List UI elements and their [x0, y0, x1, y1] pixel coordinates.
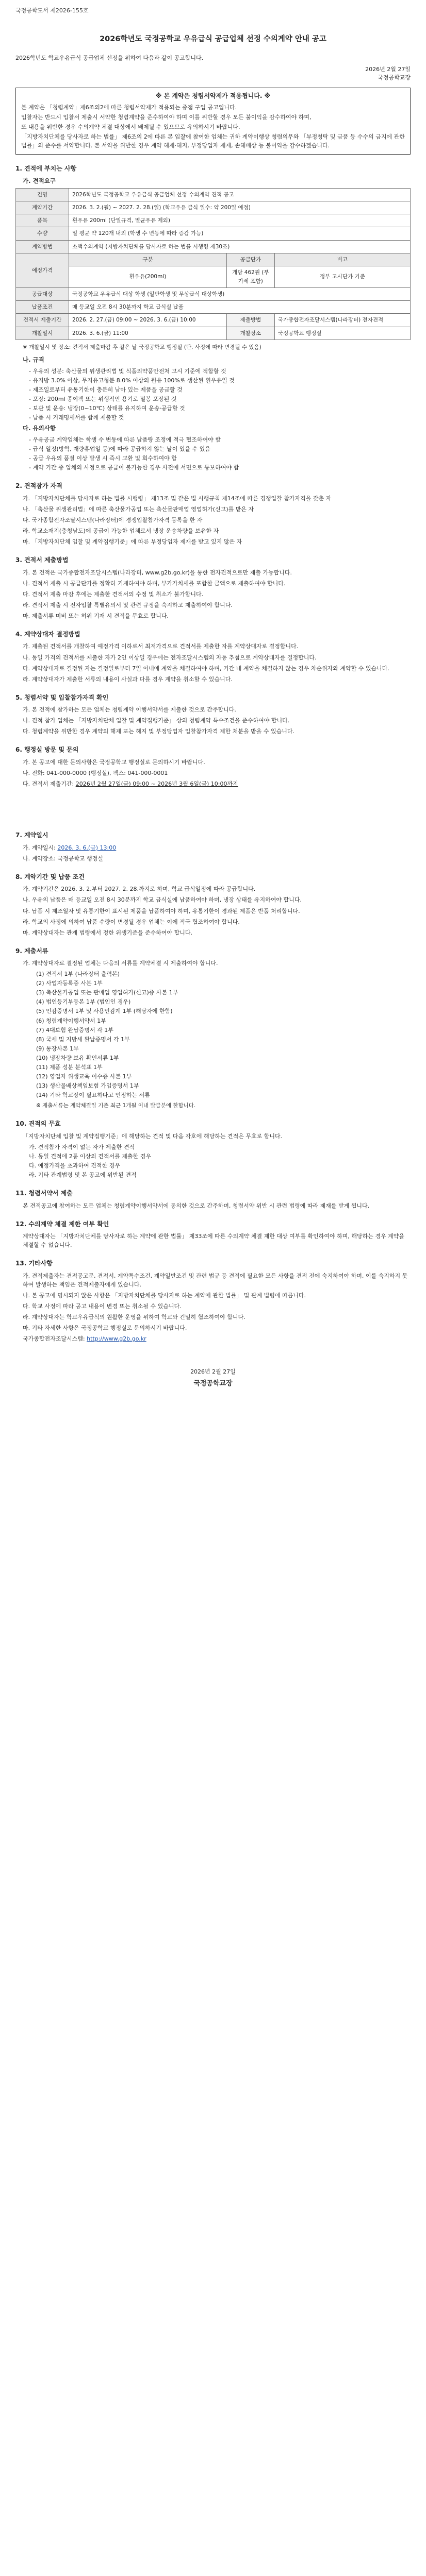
list-item: - 우유공급 계약업체는 학생 수 변동에 따른 납품량 조정에 적극 협조하여야 함: [29, 436, 221, 444]
row-label: 개찰장소: [226, 327, 274, 340]
paragraph: 본 견적공고에 참여하는 모든 업체는 청렴계약이행서약서에 동의한 것으로 간주하며, 청렴서약 위반 시 관련 법령에 따라 제재를 받게 됩니다.: [23, 1202, 370, 1209]
submission-period: [23, 779, 411, 788]
list-item: 라. 학교의 사정에 의하여 납품 수량이 변경될 경우 업체는 이에 적극 협조하여야 합니다.: [23, 918, 240, 925]
list-item: 마. 제출서류 미비 또는 허위 기재 시 견적을 무효로 합니다.: [23, 612, 169, 619]
list-item: 가. 본 공고에 대한 문의사항은 국정공학교 행정실로 문의하시기 바랍니다.: [23, 758, 205, 766]
list-item: 나. 우유의 납품은 매 등교일 오전 8시 30분까지 학교 급식실에 납품하여야 하며, 냉장 상태를 유지하여야 합니다.: [23, 896, 302, 904]
price-header: 공급단가: [226, 253, 274, 266]
list-item: 나. 「축산물 위생관리법」에 따른 축산물가공업 또는 축산물판매업 영업허가(신고)를 받은 자: [23, 505, 254, 513]
list-item: 라. 계약상대자가 제출한 서류의 내용이 사실과 다를 경우 계약을 취소할 수 있습니다.: [23, 675, 233, 683]
list-item: 다. 납품 시 제조일자 및 유통기한이 표시된 제품을 납품하여야 하며, 유통기한이 경과된 제품은 반품 처리합니다.: [23, 907, 300, 914]
list-item: (11) 제품 성분 분석표 1부: [36, 1063, 103, 1071]
list-item: 라. 계약상대자는 학교우유급식의 원활한 운영을 위하여 학교와 긴밀히 협조하여야 합니다.: [23, 1314, 245, 1321]
table-row: [16, 301, 411, 314]
list-item: (4) 법인등기부등본 1부 (법인인 경우): [36, 998, 131, 1006]
list-item: 마. 기타 자세한 사항은 국정공학교 행정실로 문의하시기 바랍니다.: [23, 1325, 187, 1332]
section-title: 12. 수의계약 체결 제한 여부 확인: [15, 1220, 109, 1228]
list-item: 나. 전화: 041-000-0000 (행정실), 팩스: 041-000-0001: [23, 770, 168, 777]
list-item: 다. 예정가격을 초과하여 견적한 경우: [29, 1162, 120, 1169]
list-item: 가. 계약기간은 2026. 3. 2.부터 2027. 2. 28.까지로 하며, 학교 급식일정에 따라 공급합니다.: [23, 886, 256, 893]
table-row: [16, 188, 411, 201]
list-item: - 보관 및 운송: 냉장(0~10℃) 상태를 유지하여 운송·공급할 것: [29, 405, 185, 412]
row-label: 예정가격: [16, 253, 69, 288]
contract-place: 나. 계약장소: 국정공학교 행정실: [23, 855, 103, 862]
row-value: 국정공학교 행정실: [274, 327, 410, 340]
price-header: 비고: [274, 253, 410, 266]
contract-date: [23, 843, 411, 852]
section-title: 2. 견적참가 자격: [15, 482, 62, 490]
section-title: 1. 견적에 부치는 사항: [15, 165, 77, 173]
list-item: 가. 견적제출자는 견적공고문, 견적서, 계약특수조건, 계약일반조건 및 관련 법규 등 견적에 필요한 모든 사항을 견적 전에 숙지하여야 하며, 이를 숙지하지 못하여 발생하는 책임은 견적제출자에게 있습니다.: [23, 1272, 408, 1288]
integrity-notice-box: [15, 88, 411, 155]
row-label: 수량: [16, 227, 69, 240]
list-item: (10) 냉장차량 보유 확인서류 1부: [36, 1054, 119, 1061]
row-value: 소액수의계약 (지방자치단체를 당사자로 하는 법률 시행령 제30조): [69, 240, 411, 253]
section-title: 11. 청렴서약서 제출: [15, 1190, 73, 1197]
list-item: 마. 계약상대자는 관계 법령에서 정한 위생기준을 준수하여야 합니다.: [23, 929, 192, 936]
list-item: - 급식 일정(방학, 재량휴업일 등)에 따라 공급하지 않는 날이 있을 수 있음: [29, 446, 211, 453]
list-item: (14) 기타 학교장이 필요하다고 인정하는 서류: [36, 1091, 150, 1098]
row-label: 납품조건: [16, 301, 69, 314]
list-item: (3) 축산물가공업 또는 판매업 영업허가(신고)증 사본 1부: [36, 989, 178, 996]
g2b-link[interactable]: http://www.g2b.go.kr: [87, 1335, 146, 1343]
section-title: 6. 행정실 방문 및 문의: [15, 746, 79, 754]
price-cell: 개당 462원 (부가세 포함): [226, 266, 274, 288]
row-label: 계약방법: [16, 240, 69, 253]
list-item: 라. 학교소재지(충청남도)에 공급이 가능한 업체로서 냉장 운송차량을 보유한 자: [23, 527, 219, 534]
list-item: 다. 계약상대자로 결정된 자는 결정일로부터 7일 이내에 계약을 체결하여야 하며, 기간 내 계약을 체결하지 않는 경우 차순위자와 계약할 수 있습니다.: [23, 665, 389, 672]
price-header: 구분: [69, 253, 227, 266]
row-value: 2026. 3. 2.(월) ~ 2027. 2. 28.(일) (학교우유 급식 일수: 약 200일 예정): [69, 201, 411, 214]
list-item: (8) 국세 및 지방세 완납증명서 각 1부: [36, 1036, 130, 1043]
list-item: 라. 기타 관계법령 및 본 공고에 위반된 견적: [29, 1171, 137, 1178]
section-title: 10. 견적의 무효: [15, 1120, 61, 1128]
table-row: [16, 214, 411, 227]
submission-period-label: 다. 견적서 제출기간:: [23, 781, 74, 788]
section-title: 9. 제출서류: [15, 947, 48, 955]
contract-date-value: 2026. 3. 6.(금) 13:00: [57, 844, 117, 851]
estimate-info-table: [15, 188, 411, 340]
list-item: - 우유의 성분: 축산물의 위생관리법 및 식품의약품안전처 고시 기준에 적합할 것: [29, 367, 226, 375]
table-row: [16, 287, 411, 300]
subsection-title: 가. 견적요구: [23, 177, 56, 184]
list-item: 나. 견적서 제출 시 공급단가를 정확히 기재하여야 하며, 부가가치세를 포함한 금액으로 제출하여야 합니다.: [23, 580, 286, 587]
list-item: (2) 사업자등록증 사본 1부: [36, 980, 103, 987]
list-item: 가. 본 견적은 국가종합전자조달시스템(나라장터, www.g2b.go.kr)을 통한 전자견적으로만 제출 가능합니다.: [23, 569, 292, 576]
list-item: (1) 견적서 1부 (나라장터 출력본): [36, 971, 120, 978]
list-item: 마. 「지방자치단체 입찰 및 계약집행기준」에 따른 부정당업자 제재를 받고 있지 않은 자: [23, 538, 242, 545]
list-item: 다. 국가종합전자조달시스템(나라장터)에 경쟁입찰참가자격 등록을 한 자: [23, 516, 203, 523]
table-row: [16, 314, 411, 327]
notice-extra: 「지방자치단체를 당사자로 하는 법률」 제6조의 2에 따른 본 입찰에 참여한 업체는 귀하 계약이행상 청렴의무와 「부정청탁 및 금품 등 수수의 금지에 관한 법률」의 준수를 서약합니다. 본 서약을 위반한 경우 계약 해제·해지, 부정당업자 제재, 손해배상 등 불이익을 감수하겠습니다.: [21, 133, 405, 149]
list-item: 가. 「지방자치단체를 당사자로 하는 법률 시행령」 제13조 및 같은 법 시행규칙 제14조에 따른 경쟁입찰 참가자격을 갖춘 자: [23, 495, 332, 502]
table-row: [16, 240, 411, 253]
list-item: 다. 학교 사정에 따라 공고 내용이 변경 또는 취소될 수 있습니다.: [23, 1303, 182, 1310]
table-row: [16, 227, 411, 240]
list-item: (13) 생산물배상책임보험 가입증명서 1부: [36, 1082, 139, 1089]
section-title: 3. 견적서 제출방법: [15, 556, 69, 564]
list-item: 가. 견적참가 자격이 없는 자가 제출한 견적: [29, 1143, 135, 1150]
list-item: (6) 청렴계약이행서약서 1부: [36, 1017, 106, 1024]
issue-date: 2026년 2월 27일: [365, 65, 411, 73]
list-item: 다. 견적서 제출 마감 후에는 제출한 견적서의 수정 및 취소가 불가합니다.: [23, 590, 204, 598]
table-row: [16, 253, 411, 266]
notice-line: 입찰자는 반드시 입찰서 제출시 서약한 청렴계약을 준수하여야 하며 이를 위반할 경우 모든 불이익을 감수하여야 하며,: [21, 114, 312, 121]
document-number: 국정공학도서 제2026-155호: [15, 7, 89, 14]
section-title: 13. 기타사항: [15, 1260, 53, 1267]
list-item: (9) 통장사본 1부: [36, 1045, 79, 1052]
row-value: 매 등교일 오전 8시 30분까지 학교 급식실 납품: [69, 301, 411, 314]
section-title: 5. 청렴서약 및 입찰참가자격 확인: [15, 693, 109, 701]
paragraph: 계약상대자는 「지방자치단체를 당사자로 하는 계약에 관한 법률」 제33조에 따른 수의계약 체결 제한 대상 여부를 확인하여야 하며, 해당하는 경우 계약을 체결할 수 없습니다.: [23, 1233, 404, 1249]
row-value: 국정공학교 우유급식 대상 학생 (일반학생 및 무상급식 대상학생): [69, 287, 411, 300]
row-value: 2026학년도 국정공학교 우유급식 공급업체 선정 수의계약 견적 공고: [69, 188, 411, 201]
paragraph: 「지방자치단체 입찰 및 계약집행기준」에 해당하는 견적 및 다음 각호에 해당하는 견적은 무효로 합니다.: [23, 1132, 283, 1140]
section-title: 8. 계약기간 및 납품 조건: [15, 873, 85, 880]
section-title: 4. 계약상대자 결정방법: [15, 630, 80, 638]
intro-text: 2026학년도 학교우유급식 공급업체 선정을 위하여 다음과 같이 공고합니다.: [15, 54, 204, 61]
table-row: [16, 327, 411, 340]
row-value: 흰우유 200ml (단일규격, 멸균우유 제외): [69, 214, 411, 227]
footer-block: [15, 1368, 411, 1389]
date-block: [15, 65, 411, 82]
row-value: 2026. 2. 27.(금) 09:00 ~ 2026. 3. 6.(금) 10:00: [69, 314, 227, 327]
price-cell: 흰우유(200ml): [69, 266, 227, 288]
price-cell: 정부 고시단가 기준: [274, 266, 410, 288]
section-title: 7. 계약일시: [15, 832, 48, 839]
g2b-link-line: [23, 1334, 411, 1343]
list-item: 나. 동일 가격의 견적서를 제출한 자가 2인 이상일 경우에는 전자조달시스템의 자동 추첨으로 계약상대자를 결정합니다.: [23, 654, 317, 661]
row-label: 계약기간: [16, 201, 69, 214]
table-row: [16, 201, 411, 214]
list-item: 나. 동일 견적에 2통 이상의 견적서를 제출한 경우: [29, 1153, 151, 1160]
g2b-link-label: 국가종합전자조달시스템:: [23, 1335, 85, 1343]
list-item: 가. 제출된 견적서를 개찰하여 예정가격 이하로서 최저가격으로 견적서를 제출한 자를 계약상대자로 결정합니다.: [23, 643, 299, 650]
row-label: 개찰일시: [16, 327, 69, 340]
contract-date-label: 가. 계약일시:: [23, 844, 56, 851]
list-item: - 계약 기간 중 업체의 사정으로 공급이 불가능한 경우 사전에 서면으로 통보하여야 함: [29, 464, 239, 471]
list-item: 가. 본 견적에 참가하는 모든 업체는 청렴계약 이행서약서를 제출한 것으로 간주합니다.: [23, 706, 236, 714]
list-item: (12) 영업자 위생교육 이수증 사본 1부: [36, 1073, 132, 1080]
list-item: - 제조일로부터 유통기한이 충분히 남아 있는 제품을 공급할 것: [29, 386, 183, 394]
row-label: 견적서 제출기간: [16, 314, 69, 327]
table-note: ※ 개찰일시 및 장소: 견적서 제출마감 후 같은 날 국정공학교 행정실 (단, 사정에 따라 변경될 수 있음): [23, 344, 261, 350]
row-label: 품목: [16, 214, 69, 227]
submission-period-value: 2026년 2월 27일(금) 09:00 ~ 2026년 3월 6일(금) 10:00까지: [75, 781, 238, 788]
list-item: - 공급 우유의 품질 이상 발생 시 즉시 교환 및 회수하여야 함: [29, 455, 177, 462]
notice-title: ※ 본 계약은 청렴서약제가 적용됩니다. ※: [155, 92, 271, 100]
list-item: 라. 견적서 제출 시 전자입찰 특별유의서 및 관련 규정을 숙지하고 제출하여야 합니다.: [23, 601, 233, 608]
notice-line: 본 계약은 「청렴계약」제6조의2에 따른 청렴서약제가 적용되는 중점 구입 공고입니다.: [21, 104, 237, 111]
subsection-title: 다. 유의사항: [23, 425, 56, 432]
list-item: - 납품 시 거래명세서를 함께 제출할 것: [29, 414, 124, 421]
list-item: - 포장: 200ml 종이팩 또는 위생적인 용기로 밀봉 포장된 것: [29, 396, 177, 403]
list-item: (7) 4대보험 완납증명서 각 1부: [36, 1026, 113, 1033]
issuer: 국정공학교장: [378, 74, 411, 81]
list-item: (5) 인감증명서 1부 및 사용인감계 1부 (해당자에 한함): [36, 1008, 173, 1015]
footer-date: 2026년 2월 27일: [190, 1368, 236, 1376]
table-row: [16, 266, 411, 288]
paragraph: 가. 계약상대자로 결정된 업체는 다음의 서류를 계약체결 시 제출하여야 합니다.: [23, 960, 218, 967]
docs-note: ※ 제출서류는 계약체결일 기준 최근 1개월 이내 발급분에 한합니다.: [36, 1102, 196, 1109]
row-label: 공급대상: [16, 287, 69, 300]
row-value: 국가종합전자조달시스템(나라장터) 전자견적: [274, 314, 410, 327]
row-value: 2026. 3. 6.(금) 11:00: [69, 327, 227, 340]
list-item: 나. 본 공고에 명시되지 않은 사항은 「지방자치단체를 당사자로 하는 계약에 관한 법률」 및 관계 법령에 따릅니다.: [23, 1292, 306, 1299]
list-item: - 유지방 3.0% 이상, 무지유고형분 8.0% 이상의 원유 100%로 생산된 흰우유일 것: [29, 377, 235, 384]
subsection-title: 나. 규격: [23, 356, 44, 364]
row-value: 일 평균 약 120개 내외 (학생 수 변동에 따라 증감 가능): [69, 227, 411, 240]
list-item: 다. 청렴계약을 위반한 경우 계약의 해제 또는 해지 및 부정당업자 입찰참가자격 제한 처분을 받을 수 있습니다.: [23, 728, 294, 735]
document-title: 2026학년도 국정공학교 우유급식 공급업체 선정 수의계약 안내 공고: [100, 35, 326, 44]
footer-issuer: 국정공학교장: [193, 1380, 233, 1388]
row-label: 제출방법: [226, 314, 274, 327]
notice-line: 또 내용을 위반한 경우 수의계약 체결 대상에서 배제될 수 있으므로 유의하시기 바랍니다.: [21, 124, 240, 131]
row-label: 건명: [16, 188, 69, 201]
list-item: 나. 견적 참가 업체는 「지방자치단체 입찰 및 계약집행기준」 상의 청렴계약 특수조건을 준수하여야 합니다.: [23, 717, 290, 724]
